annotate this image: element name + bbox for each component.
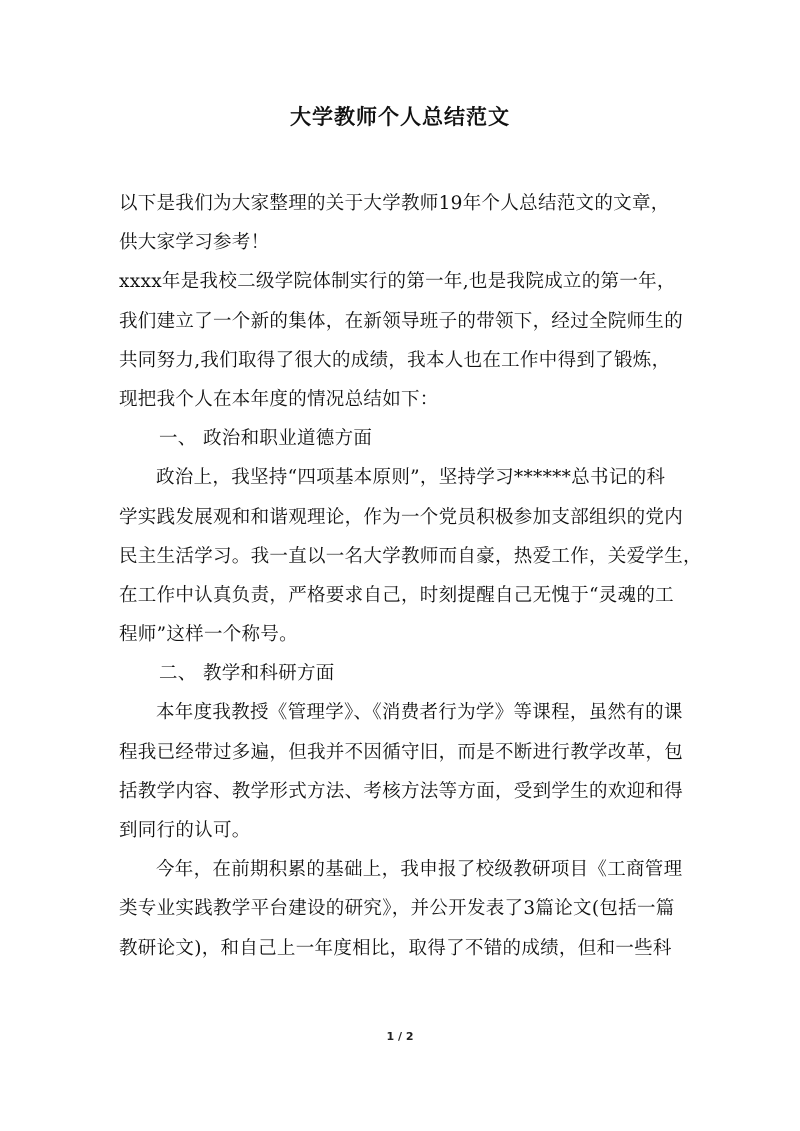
section-heading-text: 教学和科研方面 bbox=[203, 663, 335, 685]
text-line: 程师”这样一个称号。 bbox=[119, 624, 298, 646]
text-line: 类专业实践教学平台建设的研究》，并公开发表了3篇论文(包括一篇 bbox=[119, 898, 675, 920]
text-line: 现把我个人在本年度的情况总结如下： bbox=[119, 388, 439, 410]
document-title: 大学教师个人总结范文 bbox=[290, 105, 510, 129]
text-line: 程我已经带过多遍，但我并不因循守旧，而是不断进行教学改革，包 bbox=[119, 741, 684, 763]
text-line: 以下是我们为大家整理的关于大学教师19年个人总结范文的文章， bbox=[119, 193, 670, 214]
section-heading-text: 政治和职业道德方面 bbox=[203, 428, 373, 450]
text-line: 教研论文)，和自己上一年度相比，取得了不错的成绩，但和一些科 bbox=[119, 937, 672, 959]
text-line: 我们建立了一个新的集体，在新领导班子的带领下，经过全院师生的 bbox=[119, 310, 684, 332]
page-number: 1 / 2 bbox=[386, 1030, 414, 1043]
text-line: 今年，在前期积累的基础上，我申报了校级教研项目《工商管理 bbox=[156, 859, 683, 881]
text-line: 到同行的认可。 bbox=[119, 820, 251, 841]
text-line: 本年度我教授《管理学》、《消费者行为学》等课程，虽然有的课 bbox=[156, 702, 683, 724]
text-line: 民主生活学习。我一直以一名大学教师而自豪，热爱工作，关爱学生， bbox=[119, 545, 702, 567]
text-line: 括教学内容、教学形式方法、考核方法等方面，受到学生的欢迎和得 bbox=[119, 780, 684, 802]
text-line: 学实践发展观和和谐观理论，作为一个党员积极参加支部组织的党内 bbox=[119, 506, 684, 528]
text-line: 政治上，我坚持“四项基本原则”，坚持学习******总书记的科 bbox=[156, 467, 666, 489]
text-line: xxxx年是我校二级学院体制实行的第一年,也是我院成立的第一年， bbox=[119, 271, 676, 293]
section-number: 一、 bbox=[159, 428, 197, 450]
text-line: 在工作中认真负责，严格要求自己，时刻提醒自己无愧于“灵魂的工 bbox=[119, 584, 674, 606]
document-body bbox=[119, 184, 702, 968]
section-number: 二、 bbox=[159, 663, 197, 685]
text-line: 共同努力,我们取得了很大的成绩，我本人也在工作中得到了锻炼， bbox=[119, 349, 671, 371]
section-heading-politics bbox=[119, 419, 694, 458]
section-heading-teaching bbox=[119, 654, 694, 693]
text-line: 供大家学习参考！ bbox=[119, 232, 270, 254]
